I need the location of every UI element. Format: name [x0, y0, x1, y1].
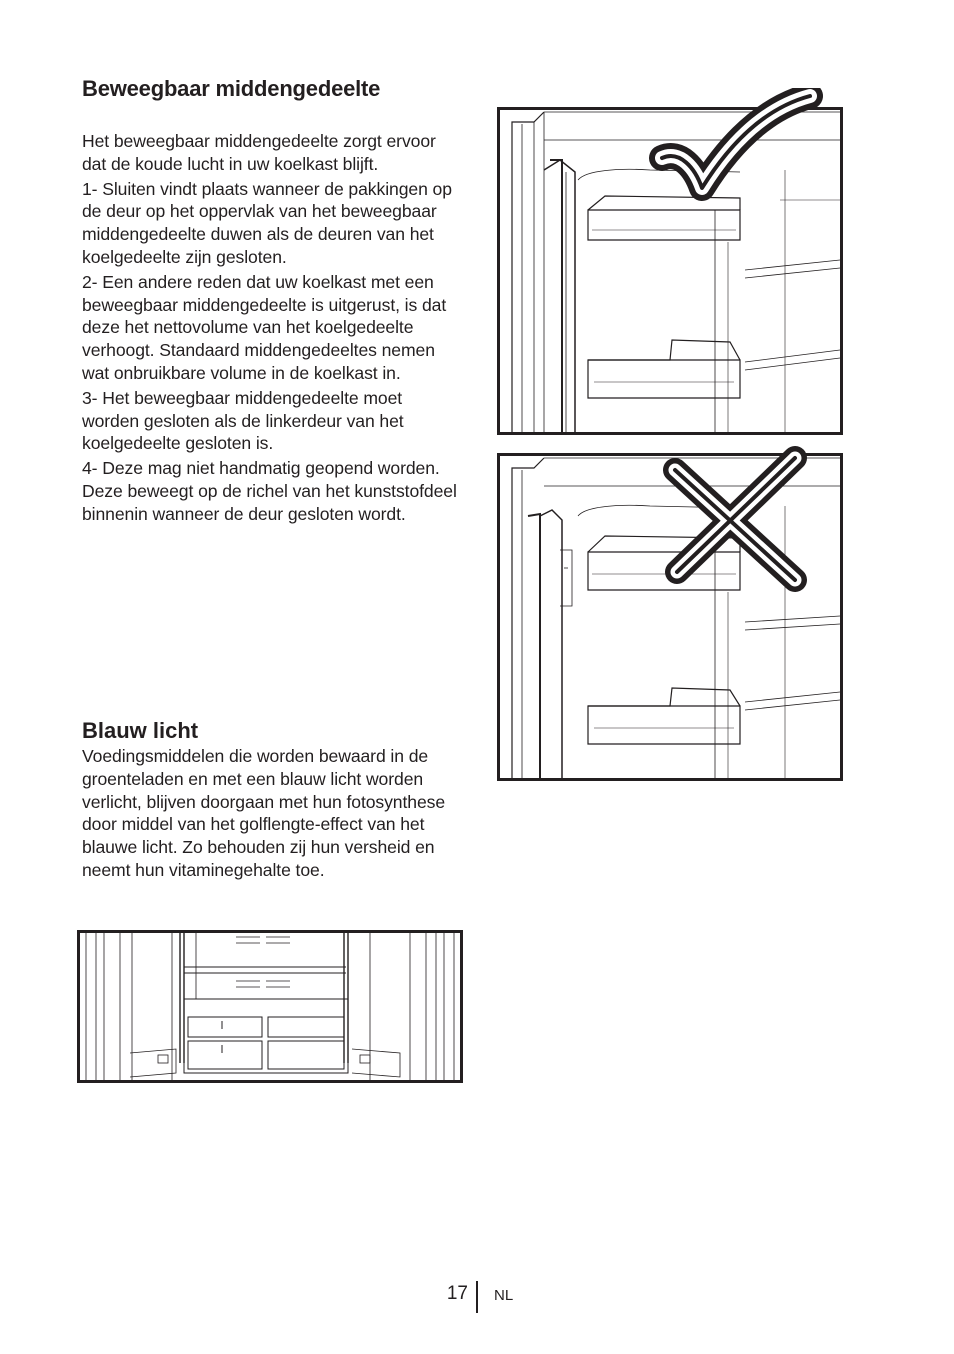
- paragraph-blue-light: Voedingsmiddelen die worden bewaard in de groenteladen en met een blauw licht worden verlicht, blijven doorgaan met hun fotosynthese door middel van het golflengte-effect van het blauwe licht. Zo behouden zij hun versheid en neemt hun vitaminegehalte toe.: [82, 746, 446, 880]
- check-mark-icon: [640, 88, 830, 238]
- paragraph-item-4: 4- Deze mag niet handmatig geopend worden. Deze beweegt op de richel van het kunststofdeel binnenin wanneer de deur gesloten wordt.: [82, 458, 457, 524]
- page-footer: [0, 1281, 954, 1313]
- paragraph-intro: Het beweegbaar middengedeelte zorgt ervoor dat de koude lucht in uw koelkast blijft.: [82, 131, 436, 174]
- figure-blue-light-fridge: [77, 930, 463, 1083]
- footer-divider: [476, 1281, 478, 1313]
- section-title-movable-mullion: Beweegbaar middengedeelte: [82, 76, 381, 101]
- section-body-blue-light: [82, 745, 462, 884]
- paragraph-item-2: 2- Een andere reden dat uw koelkast met een beweegbaar middengedeelte is uitgerust, is dat deze het nettovolume van het koelgedeelte verhoogt. Standaard middengedeeltes nemen wat onbruikbare volume in de koelkast in.: [82, 271, 447, 383]
- section-title-blue-light: Blauw licht: [82, 718, 199, 743]
- cross-mark-icon: [655, 440, 815, 600]
- page-number: 17: [446, 1283, 468, 1304]
- language-code: NL: [494, 1287, 514, 1304]
- paragraph-item-3: 3- Het beweegbaar middengedeelte moet worden gesloten als de linkerdeur van het koelgedeelte gesloten is.: [82, 387, 404, 454]
- section-body-movable-mullion: [82, 130, 462, 528]
- paragraph-item-1: 1- Sluiten vindt plaats wanneer de pakkingen op de deur op het oppervlak van het beweegbaar middengedeelte duwen als de deuren van het koelgedeelte zijn gesloten.: [82, 178, 452, 267]
